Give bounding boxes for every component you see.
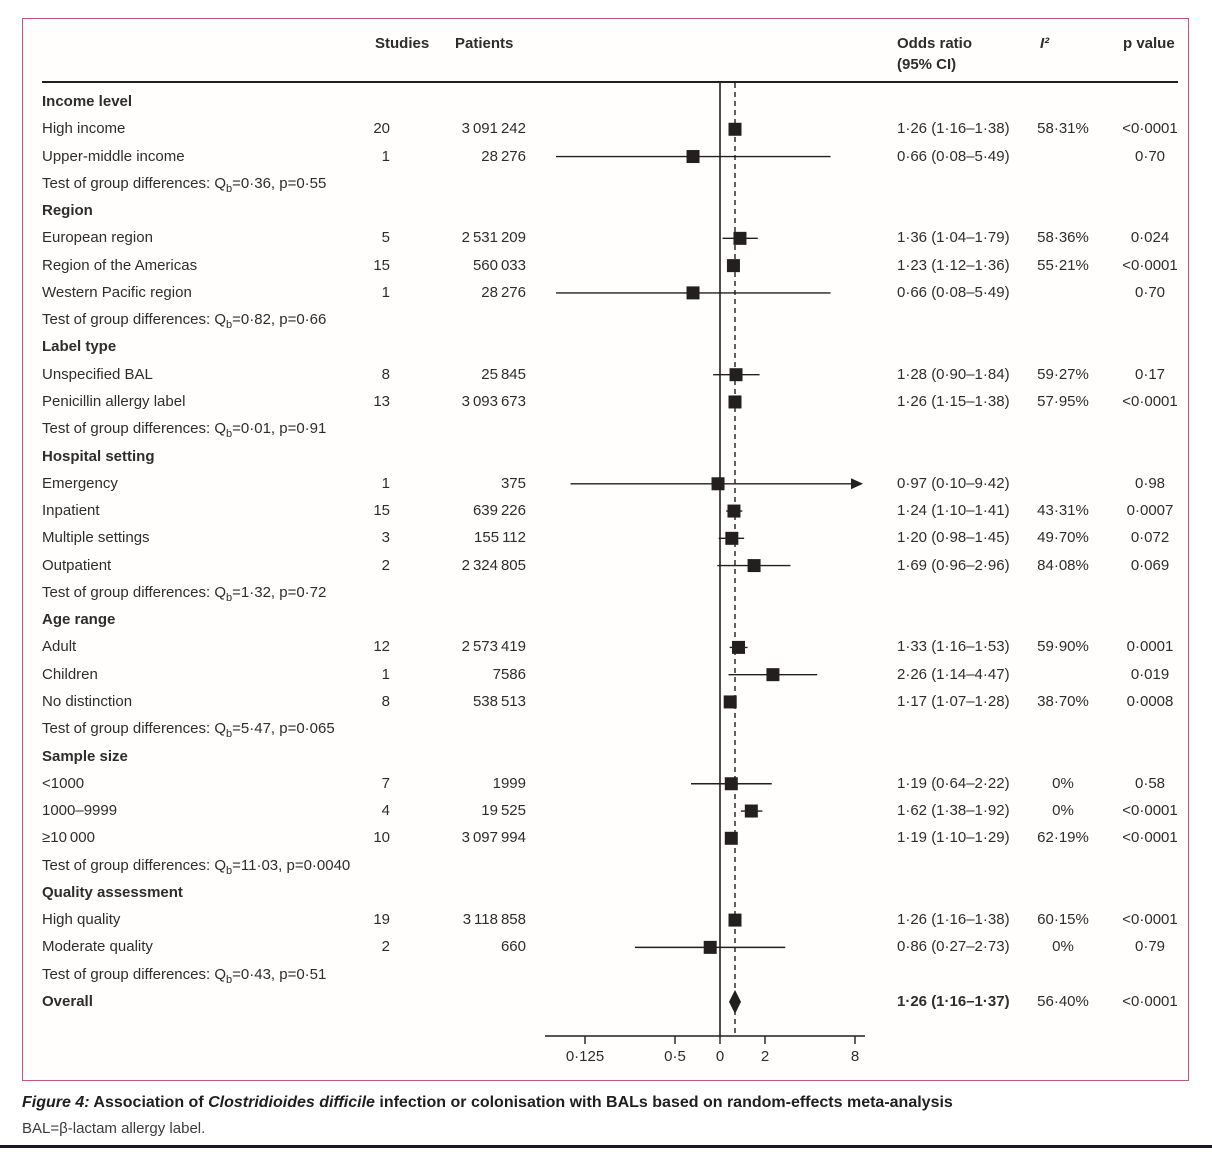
subscript: b (226, 864, 233, 877)
studies-count: 1 (381, 147, 390, 165)
i-squared-value: 59·27% (1037, 365, 1089, 383)
study-row (0, 774, 1212, 794)
caption-text-1: Association of (89, 1094, 209, 1111)
test-row (0, 419, 1212, 439)
test-row (0, 174, 1212, 194)
row-label: Moderate quality (42, 938, 153, 956)
test-row (0, 719, 1212, 739)
studies-count: 10 (373, 829, 390, 847)
studies-count: 1 (381, 283, 390, 301)
p-value: 0·98 (1134, 474, 1166, 492)
patients-count: 1999 (492, 774, 526, 792)
column-header-studies: Studies (375, 35, 430, 52)
subscript: b (226, 319, 233, 332)
i-squared-value: 55·21% (1037, 256, 1089, 274)
row-label: Multiple settings (42, 529, 150, 547)
overall-row (0, 992, 1212, 1012)
caption-text-2: infection or colonisation with BALs based on random-effects meta-analysis (374, 1094, 953, 1111)
patients-count: 375 (500, 474, 526, 492)
section-row (0, 610, 1212, 630)
study-row (0, 474, 1212, 494)
study-row (0, 910, 1212, 930)
study-row (0, 556, 1212, 576)
p-value: 0·0008 (1126, 692, 1174, 710)
i-squared-value: 60·15% (1037, 911, 1089, 929)
study-row (0, 528, 1212, 548)
subscript: b (226, 591, 233, 604)
figure-caption (22, 1094, 1190, 1112)
studies-count: 19 (373, 911, 390, 929)
study-row (0, 801, 1212, 821)
axis-tick-label: 0·125 (565, 1048, 605, 1065)
studies-count: 5 (381, 229, 390, 247)
subgroup-heading: Sample size (42, 747, 128, 765)
p-value: 0·0007 (1126, 502, 1174, 520)
patients-count: 3 118 858 (462, 911, 526, 929)
odds-ratio-ci: 1·17 (1·07–1·28) (897, 692, 1010, 710)
row-label: European region (42, 229, 153, 247)
odds-ratio-ci: 1·36 (1·04–1·79) (897, 229, 1010, 247)
column-header-p-value: p value (1123, 35, 1175, 52)
axis-tick-label: 2 (760, 1048, 770, 1065)
patients-count: 3 093 673 (461, 393, 526, 410)
study-row (0, 392, 1212, 412)
patients-count: 639 226 (472, 502, 526, 520)
section-row (0, 92, 1212, 112)
caption-organism-name: Clostridioides difficile (208, 1094, 375, 1111)
i-squared-value: 43·31% (1037, 502, 1089, 520)
patients-count: 660 (500, 938, 526, 956)
i-squared-value: 0% (1052, 938, 1074, 956)
row-label: Unspecified BAL (42, 365, 153, 383)
patients-count: 7586 (492, 665, 526, 683)
row-label: Adult (42, 638, 77, 656)
row-label: Upper-middle income (42, 147, 185, 165)
p-value: 0·024 (1130, 229, 1170, 247)
section-row (0, 337, 1212, 357)
patients-count: 538 513 (472, 692, 526, 710)
figure-footnote: BAL=β-lactam allergy label. (22, 1120, 206, 1137)
test-row (0, 583, 1212, 603)
odds-ratio-ci: 1·23 (1·12–1·36) (897, 256, 1010, 274)
patients-count: 28 276 (481, 283, 526, 301)
p-value: 0·0001 (1126, 638, 1174, 656)
row-label: Outpatient (42, 556, 112, 574)
p-value: <0·0001 (1122, 802, 1178, 819)
odds-ratio-ci: 1·26 (1·16–1·38) (897, 911, 1010, 929)
test-row (0, 856, 1212, 876)
p-value: 0·70 (1134, 283, 1166, 301)
subscript: b (226, 973, 233, 986)
test-of-group-differences: Test of group differences: $Q_b=0\cdot 01$, p=0·91 (42, 420, 327, 441)
section-row (0, 747, 1212, 767)
subgroup-heading: Quality assessment (42, 883, 183, 901)
study-row (0, 256, 1212, 276)
subscript: b (226, 728, 233, 741)
p-value: 0·072 (1130, 529, 1170, 547)
row-label: Overall (42, 992, 93, 1010)
p-value: 0·70 (1134, 147, 1166, 165)
row-label: Western Pacific region (42, 283, 192, 301)
studies-count: 2 (381, 938, 390, 956)
p-value: <0·0001 (1122, 829, 1178, 847)
odds-ratio-ci: 0·66 (0·08–5·49) (897, 147, 1010, 165)
patients-count: 560 033 (472, 256, 526, 274)
row-label: ≥10 000 (42, 829, 95, 847)
subgroup-heading: Age range (42, 611, 116, 629)
studies-count: 12 (373, 638, 390, 656)
subgroup-heading: Label type (42, 338, 117, 356)
section-row (0, 201, 1212, 221)
axis-tick-label: 0·5 (664, 1048, 686, 1065)
odds-ratio-ci: 1·69 (0·96–2·96) (897, 556, 1010, 574)
odds-ratio-ci: 1·26 (1·16–1·37) (897, 992, 1010, 1010)
p-value: <0·0001 (1122, 911, 1178, 929)
odds-ratio-ci: 1·26 (1·15–1·38) (897, 393, 1010, 410)
studies-count: 8 (381, 692, 390, 710)
patients-count: 2 531 209 (461, 229, 526, 247)
odds-ratio-ci: 1·19 (0·64–2·22) (897, 774, 1010, 792)
study-row (0, 365, 1212, 385)
studies-count: 1 (381, 474, 390, 492)
row-label: Region of the Americas (42, 256, 198, 274)
patients-count: 155 112 (474, 529, 526, 547)
i-squared-value: 59·90% (1037, 638, 1089, 656)
study-row (0, 937, 1212, 957)
studies-count: 1 (381, 665, 390, 683)
caption-figure-number: Figure 4: (22, 1094, 90, 1111)
i-squared-value: 38·70% (1037, 692, 1089, 710)
studies-count: 4 (381, 802, 390, 819)
i-squared-value: 62·19% (1037, 829, 1089, 847)
patients-count: 2 324 805 (461, 556, 526, 574)
p-value: <0·0001 (1122, 992, 1178, 1010)
p-value: <0·0001 (1122, 393, 1178, 410)
subgroup-heading: Hospital setting (42, 447, 155, 465)
axis-tick-label: 0 (715, 1048, 725, 1065)
test-row (0, 310, 1212, 330)
test-of-group-differences: Test of group differences: $Q_b=0\cdot 43$, p=0·51 (42, 965, 327, 986)
test-row (0, 965, 1212, 985)
p-value: 0·17 (1134, 365, 1166, 383)
odds-ratio-ci: 0·97 (0·10–9·42) (897, 474, 1010, 492)
studies-count: 15 (373, 256, 390, 274)
row-label: Penicillin allergy label (42, 393, 186, 410)
patients-count: 25 845 (481, 365, 526, 383)
odds-ratio-ci: 1·62 (1·38–1·92) (897, 802, 1010, 819)
section-row (0, 447, 1212, 467)
odds-ratio-ci: 1·33 (1·16–1·53) (897, 638, 1010, 656)
odds-ratio-ci: 1·28 (0·90–1·84) (897, 365, 1010, 383)
column-header-odds-ratio-line1: Odds ratio (897, 35, 973, 52)
test-of-group-differences: Test of group differences: $Q_b=5\cdot 47$, p=0·065 (42, 720, 335, 741)
test-of-group-differences: Test of group differences: $Q_b=0\cdot 36$, p=0·55 (42, 174, 327, 195)
odds-ratio-ci: 1·19 (1·10–1·29) (897, 829, 1010, 847)
row-label: <1000 (42, 774, 85, 792)
column-header-odds-ratio-line2: (95% CI) (897, 56, 957, 73)
i-squared-value: 0% (1052, 774, 1074, 792)
p-value: 0·79 (1134, 938, 1166, 956)
study-row (0, 665, 1212, 685)
patients-count: 3 091 242 (461, 120, 526, 138)
patients-count: 28 276 (481, 147, 526, 165)
row-label: Children (42, 665, 98, 683)
study-row (0, 828, 1212, 848)
row-label: No distinction (42, 692, 133, 710)
studies-count: 7 (381, 774, 390, 792)
column-header-i-squared: I² (1040, 35, 1050, 52)
p-value: 0·019 (1130, 665, 1170, 683)
study-row (0, 147, 1212, 167)
studies-count: 13 (373, 393, 390, 410)
i-squared-value: 57·95% (1037, 393, 1089, 410)
odds-ratio-ci: 2·26 (1·14–4·47) (897, 665, 1010, 683)
p-value: <0·0001 (1122, 256, 1178, 274)
studies-count: 15 (373, 502, 390, 520)
studies-count: 3 (381, 529, 390, 547)
row-label: Inpatient (42, 502, 100, 520)
study-row (0, 283, 1212, 303)
odds-ratio-ci: 0·66 (0·08–5·49) (897, 283, 1010, 301)
subgroup-heading: Income level (42, 93, 133, 110)
patients-count: 2 573 419 (461, 638, 526, 656)
subgroup-heading: Region (42, 202, 93, 220)
p-value: 0·069 (1130, 556, 1170, 574)
study-row (0, 692, 1212, 712)
odds-ratio-ci: 0·86 (0·27–2·73) (897, 938, 1010, 956)
row-label: High income (42, 120, 126, 138)
row-label: 1000–9999 (42, 802, 118, 819)
patients-count: 3 097 994 (461, 829, 526, 847)
row-label: Emergency (42, 474, 118, 492)
subscript: b (226, 428, 233, 441)
i-squared-value: 84·08% (1037, 556, 1089, 574)
studies-count: 8 (381, 365, 390, 383)
section-row (0, 883, 1212, 903)
axis-tick-label: 8 (850, 1048, 860, 1065)
studies-count: 20 (373, 120, 390, 138)
bottom-rule (0, 1145, 1212, 1148)
test-of-group-differences: Test of group differences: $Q_b=0\cdot 82$, p=0·66 (42, 311, 327, 332)
p-value: 0·58 (1134, 774, 1166, 792)
study-row (0, 119, 1212, 139)
i-squared-value: 56·40% (1037, 992, 1089, 1010)
i-squared-value: 49·70% (1037, 529, 1089, 547)
column-header-patients: Patients (455, 35, 514, 52)
patients-count: 19 525 (481, 802, 526, 819)
odds-ratio-ci: 1·24 (1·10–1·41) (897, 502, 1010, 520)
study-row (0, 228, 1212, 248)
study-row (0, 637, 1212, 657)
i-squared-value: 58·36% (1037, 229, 1089, 247)
test-of-group-differences: Test of group differences: $Q_b=1\cdot 32$, p=0·72 (42, 583, 327, 604)
i-squared-value: 0% (1052, 802, 1074, 819)
p-value: <0·0001 (1122, 120, 1178, 138)
studies-count: 2 (381, 556, 390, 574)
odds-ratio-ci: 1·26 (1·16–1·38) (897, 120, 1010, 138)
row-label: High quality (42, 911, 121, 929)
test-of-group-differences: Test of group differences: $Q_b=11\cdot 03$, p=0·0040 (42, 856, 351, 877)
subscript: b (226, 182, 233, 195)
odds-ratio-ci: 1·20 (0·98–1·45) (897, 529, 1010, 547)
i-squared-value: 58·31% (1037, 120, 1089, 138)
study-row (0, 501, 1212, 521)
